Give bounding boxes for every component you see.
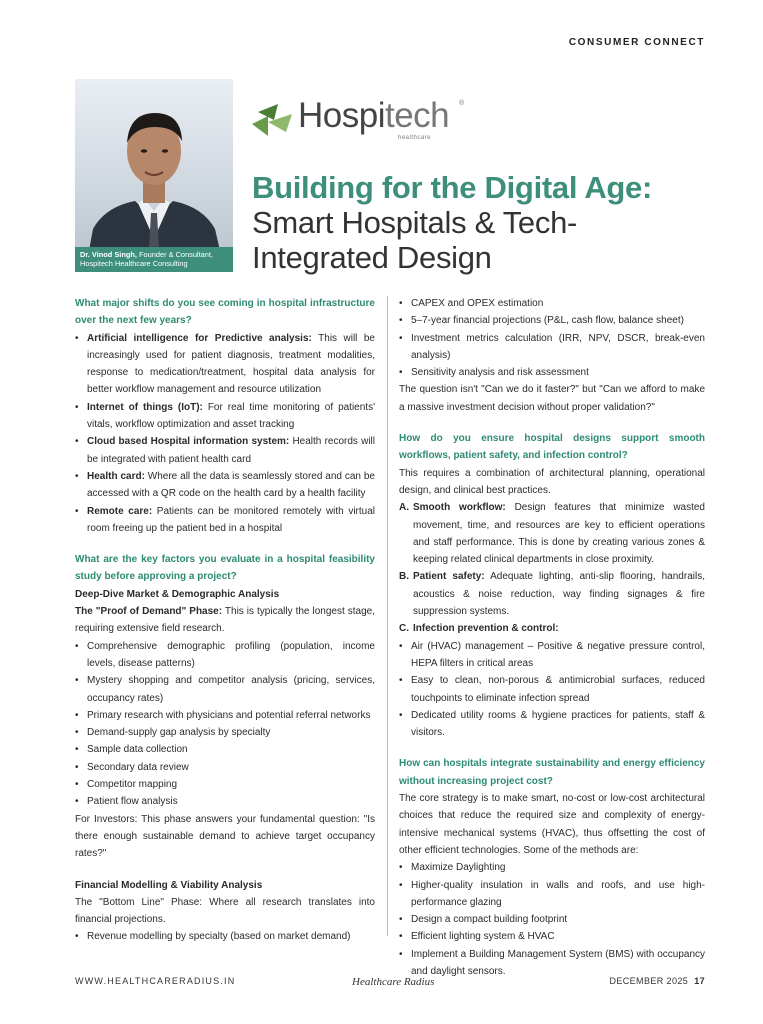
subheading-market: Deep-Dive Market & Demographic Analysis <box>75 588 280 600</box>
logo-subtitle: healthcare <box>398 135 432 141</box>
list-item: • Easy to clean, non-porous & antimicrobial surfaces, reduced touchpoints to eliminate infection spread <box>399 672 705 707</box>
footer-date: DECEMBER 2025 17 <box>609 976 705 986</box>
list-item: • Remote care: Patients can be monitored remotely with virtual room freeing up the patient bed in a hospital <box>75 503 375 538</box>
list-item: • Implement a Building Management System (BMS) with occupancy and daylight sensors. <box>399 946 705 981</box>
list-item: • Maximize Daylighting <box>399 859 705 876</box>
spacer <box>75 537 375 551</box>
item-b: B. Patient safety: Adequate lighting, anti-slip flooring, handrails, acoustics & noise reduction, way finding signages & fire suppression systems. <box>399 571 705 618</box>
q3-intro: This requires a combination of architectural planning, operational design, and clinical best practices. <box>399 467 705 496</box>
list-item: • Competitor mapping <box>75 776 375 793</box>
caption-org: Hospitech Healthcare Consulting <box>80 259 188 268</box>
list-item: • Comprehensive demographic profiling (population, income levels, disease patterns) <box>75 638 375 673</box>
section-label: CONSUMER CONNECT <box>568 37 705 48</box>
list-item: • CAPEX and OPEX estimation <box>399 295 705 312</box>
left-column <box>75 295 375 946</box>
photo-caption <box>75 247 233 272</box>
footer-url: WWW.HEALTHCARERADIUS.IN <box>75 976 236 986</box>
financial-list-left <box>75 928 375 945</box>
article-title: Building for the Digital Age: <box>252 170 653 205</box>
list-item: • Higher-quality insulation in walls and roofs, and use high-performance glazing <box>399 877 705 912</box>
q4-text: The core strategy is to make smart, no-cost or low-cost architectural choices that reduce the required size and complexity of energy-intensive mechanical systems (HVAC), thus offsetting the cost of other efficient technologies. Some of the methods are: <box>399 793 705 856</box>
investors-text: For Investors: This phase answers your fundamental question: "Is there enough sustainable demand to achieve target occupancy rates?" <box>75 813 375 860</box>
question-4: How can hospitals integrate sustainability and energy efficiency without increasing project cost? <box>399 758 705 787</box>
list-item: • Primary research with physicians and potential referral networks <box>75 707 375 724</box>
article-subtitle: Smart Hospitals & Tech-Integrated Design <box>252 205 578 275</box>
logo-registered: ® <box>459 100 465 107</box>
market-list <box>75 638 375 811</box>
list-item: • Sample data collection <box>75 741 375 758</box>
portrait-illustration <box>75 79 233 272</box>
logo-word-b: tech <box>384 96 450 135</box>
question-3: How do you ensure hospital designs support smooth workflows, patient safety, and infection control? <box>399 433 705 462</box>
bottom-line-text: The "Bottom Line" Phase: Where all research translates into financial projections. <box>75 896 375 926</box>
list-item: • Dedicated utility rooms & hygiene practices for patients, staff & visitors. <box>399 707 705 742</box>
question-2: What are the key factors you evaluate in a hospital feasibility study before approving a project? <box>75 554 375 583</box>
item-a: A. Smooth workflow: Design features that minimize wasted movement, time, and resources are key to efficient operations and staff performance. This is done by creating various zones & keeping related clinical departments in close proximity. <box>399 502 705 566</box>
list-item: • Efficient lighting system & HVAC <box>399 928 705 945</box>
caption-role: Founder & Consultant, <box>136 250 213 259</box>
list-item: • Air (HVAC) management – Positive & negative pressure control, HEPA filters in critical areas <box>399 638 705 673</box>
list-item: • Mystery shopping and competitor analysis (pricing, services, occupancy rates) <box>75 672 375 707</box>
spacer <box>399 741 705 755</box>
list-item: • Secondary data review <box>75 759 375 776</box>
list-item: • Demand-supply gap analysis by specialty <box>75 724 375 741</box>
right-column <box>399 295 705 980</box>
list-item: • Artificial intelligence for Predictive analysis: This will be increasingly used for patient diagnosis, treatment modalities, response to medication/treatment, hospital data analysis for better workflow management and resource utilization <box>75 330 375 399</box>
logo-mark-icon <box>248 102 294 138</box>
subheading-financial: Financial Modelling & Viability Analysis <box>75 879 263 891</box>
question-text: The question isn't "Can we do it faster?" but "Can we afford to make a massive investment decision without proper validation?" <box>399 384 705 413</box>
spacer <box>75 863 375 877</box>
list-item: • Internet of things (IoT): For real time monitoring of patients' vitals, workflow optimization and asset tracking <box>75 399 375 434</box>
list-item: • Patient flow analysis <box>75 793 375 810</box>
page-number: 17 <box>694 976 705 986</box>
shifts-list <box>75 330 375 538</box>
list-item: • Sensitivity analysis and risk assessment <box>399 364 705 381</box>
hospitech-logo <box>248 96 468 146</box>
footer-brand: Healthcare Radius <box>352 976 435 988</box>
sustainability-list <box>399 859 705 980</box>
question-1: What major shifts do you see coming in hospital infrastructure over the next few years? <box>75 298 375 327</box>
author-photo <box>75 79 233 272</box>
logo-word-a: Hospi <box>298 96 385 135</box>
column-divider <box>387 296 388 936</box>
phase-1-text: The "Proof of Demand" Phase: This is typically the longest stage, requiring extensive field research. <box>75 606 375 635</box>
financial-list-right <box>399 295 705 381</box>
infection-list <box>399 638 705 742</box>
list-item: • 5–7-year financial projections (P&L, cash flow, balance sheet) <box>399 312 705 329</box>
list-item: • Design a compact building footprint <box>399 911 705 928</box>
list-item: • Cloud based Hospital information system: Health records will be integrated with patient health card <box>75 433 375 468</box>
list-item: • Investment metrics calculation (IRR, NPV, DSCR, break-even analysis) <box>399 330 705 365</box>
list-item: • Revenue modelling by specialty (based on market demand) <box>75 928 375 945</box>
caption-name: Dr. Vinod Singh, <box>80 250 137 259</box>
list-item: • Health card: Where all the data is seamlessly stored and can be accessed with a QR code on the health card by a health facility <box>75 468 375 503</box>
spacer <box>399 416 705 430</box>
item-c: C. Infection prevention & control: <box>399 623 559 635</box>
logo-wordmark <box>298 96 449 136</box>
